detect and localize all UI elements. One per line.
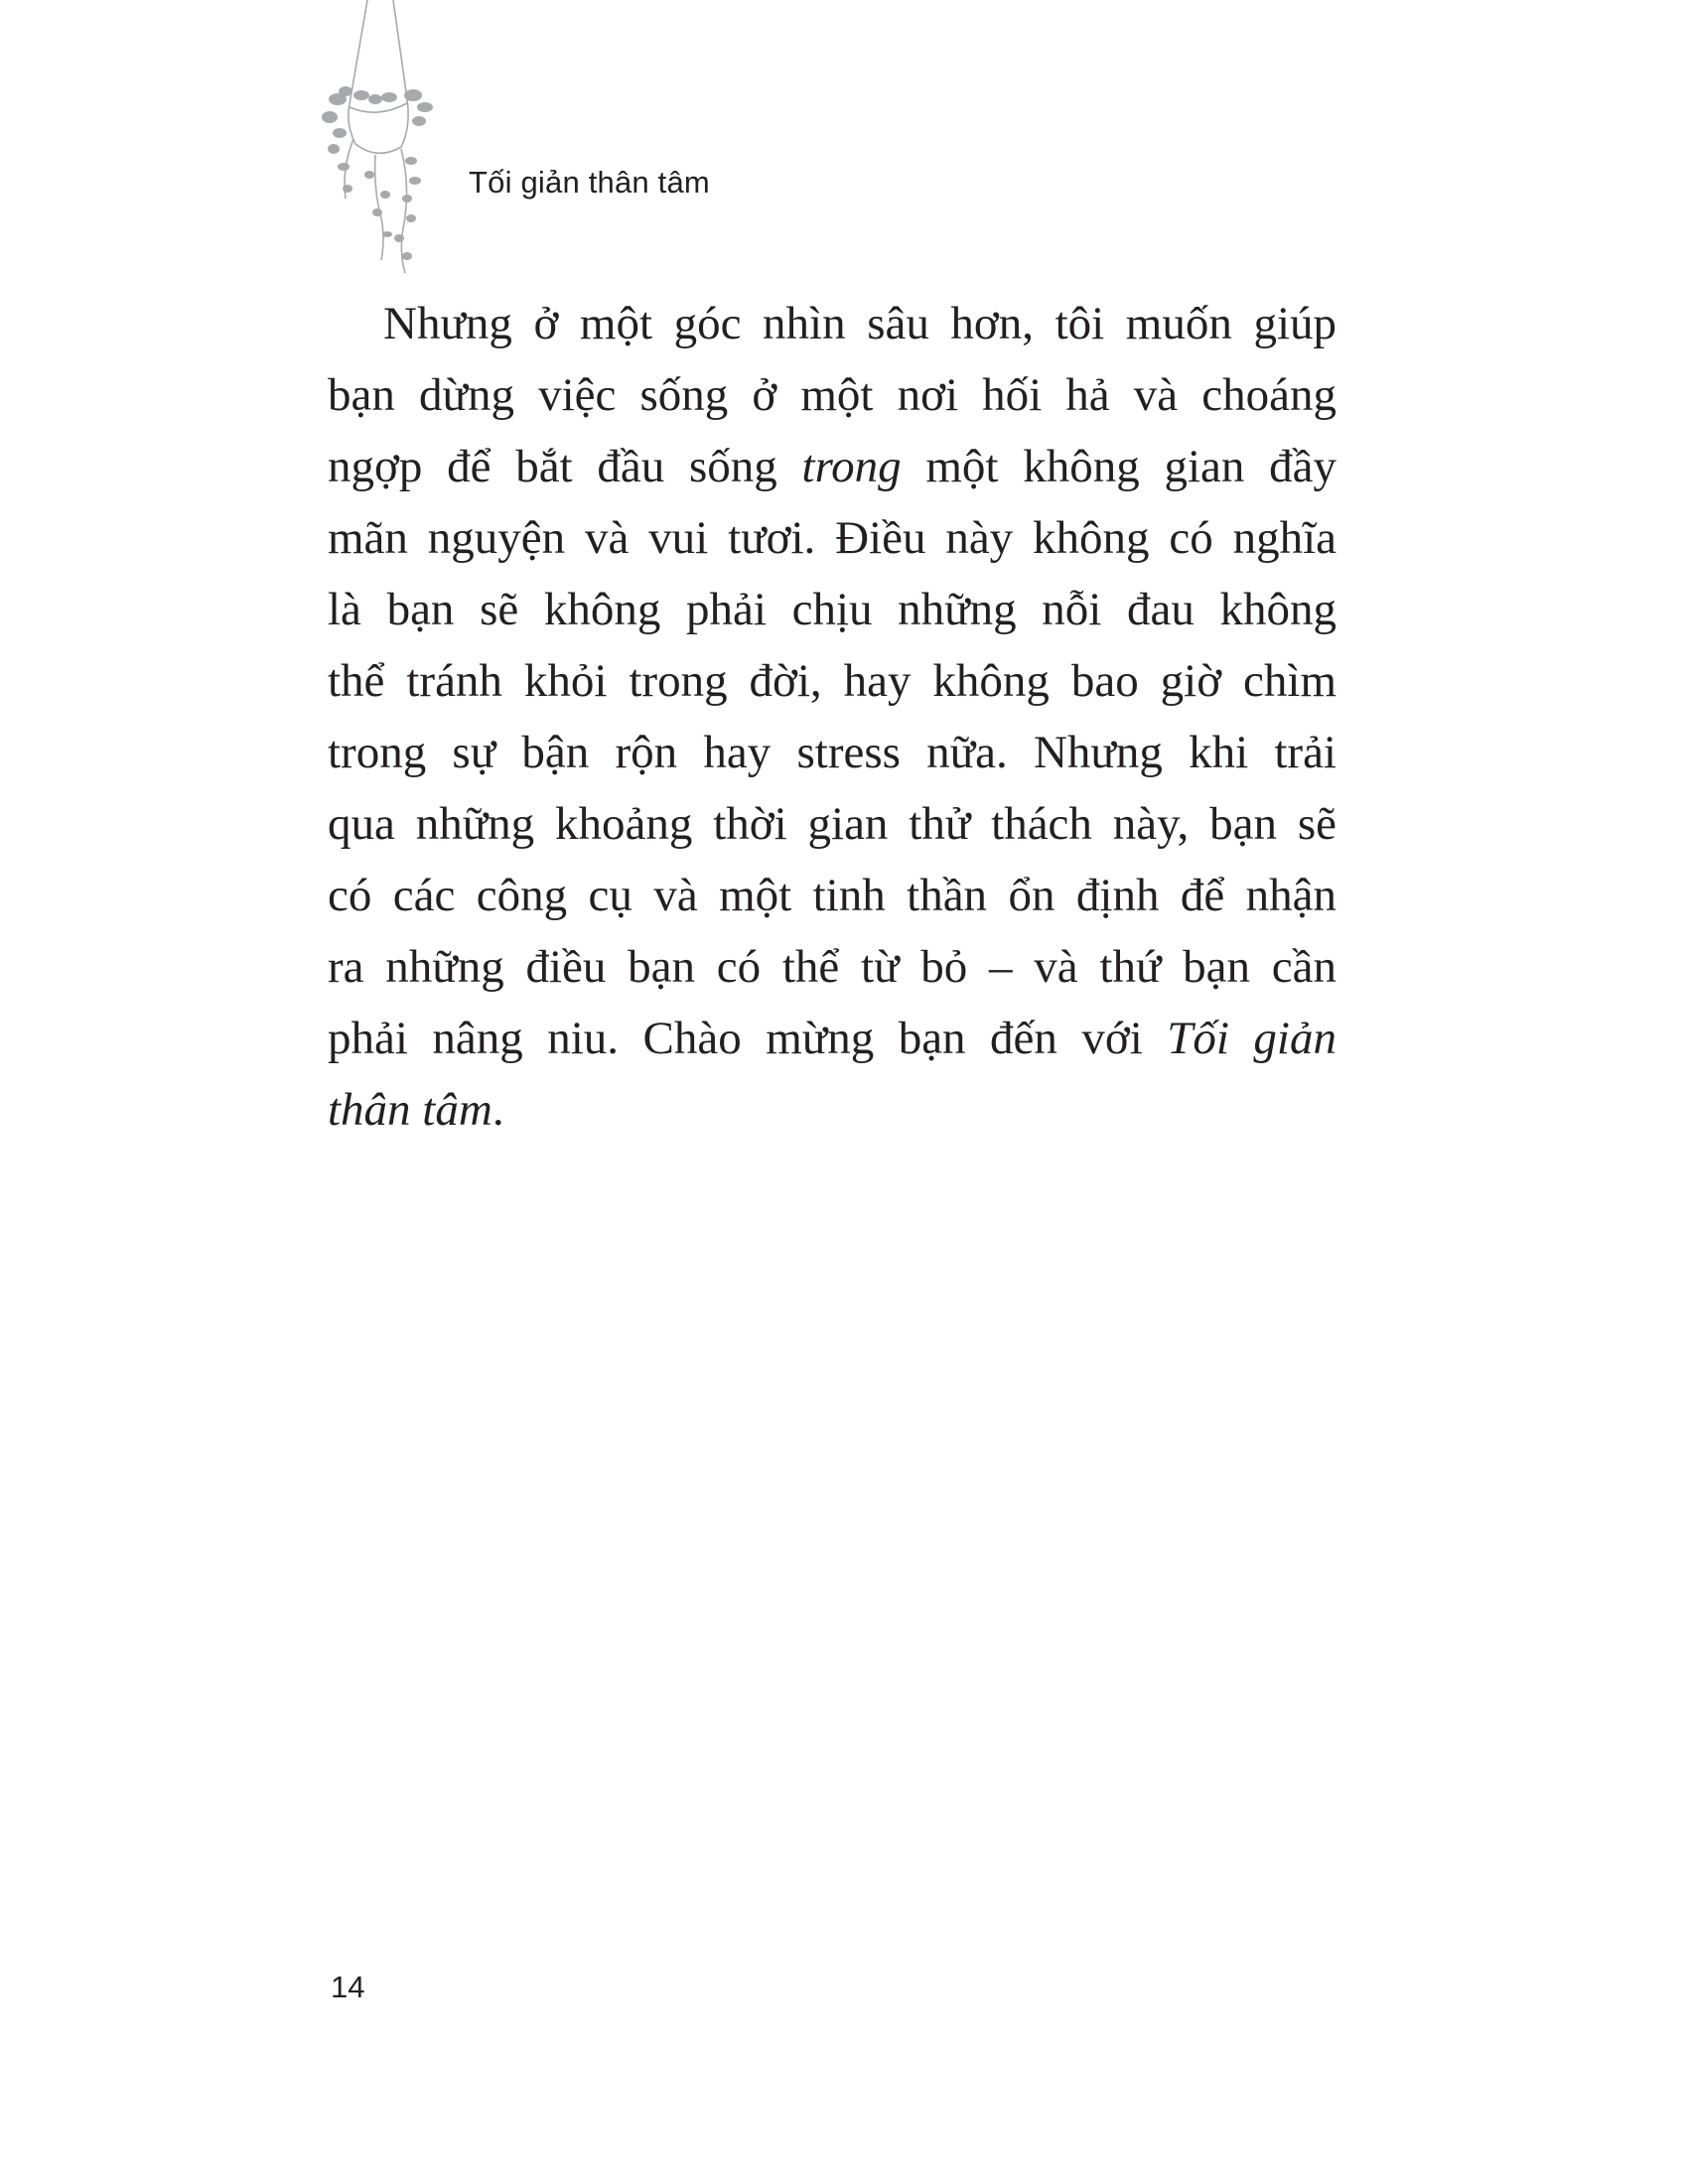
paragraph-line: ngợp để bắt đầu sống trong một không gian đầy [328, 441, 1336, 492]
body-paragraph [328, 288, 1336, 1146]
paragraph-line: Nhưng ở một góc nhìn sâu hơn, tôi muốn giúp [383, 298, 1336, 349]
paragraph-line: có các công cụ và một tinh thần ổn định để nhận [328, 870, 1336, 921]
paragraph-line: bạn dừng việc sống ở một nơi hối hả và choáng [328, 369, 1336, 421]
paragraph-line: thể tránh khỏi trong đời, hay không bao giờ chìm [328, 655, 1336, 707]
paragraph-line: qua những khoảng thời gian thử thách này, bạn sẽ [328, 798, 1336, 850]
page-number: 14 [331, 1970, 365, 2004]
paragraph-line: mãn nguyện và vui tươi. Điều này không có nghĩa [328, 512, 1336, 564]
book-title-emphasis: thân tâm [328, 1084, 492, 1136]
hanging-plant-icon [316, 0, 455, 278]
running-header-title: Tối giản thân tâm [469, 165, 710, 200]
emphasis-text: trong [801, 441, 902, 492]
paragraph-line: phải nâng niu. Chào mừng bạn đến với Tối giản [328, 1013, 1336, 1064]
paragraph-line: là bạn sẽ không phải chịu những nỗi đau không [328, 584, 1336, 635]
paragraph-line: trong sự bận rộn hay stress nữa. Nhưng khi trải [328, 727, 1336, 778]
paragraph-line: thân tâm. [328, 1084, 504, 1136]
paragraph-line: ra những điều bạn có thể từ bỏ – và thứ bạn cần [328, 941, 1336, 993]
book-title-emphasis: Tối giản [1167, 1013, 1336, 1064]
